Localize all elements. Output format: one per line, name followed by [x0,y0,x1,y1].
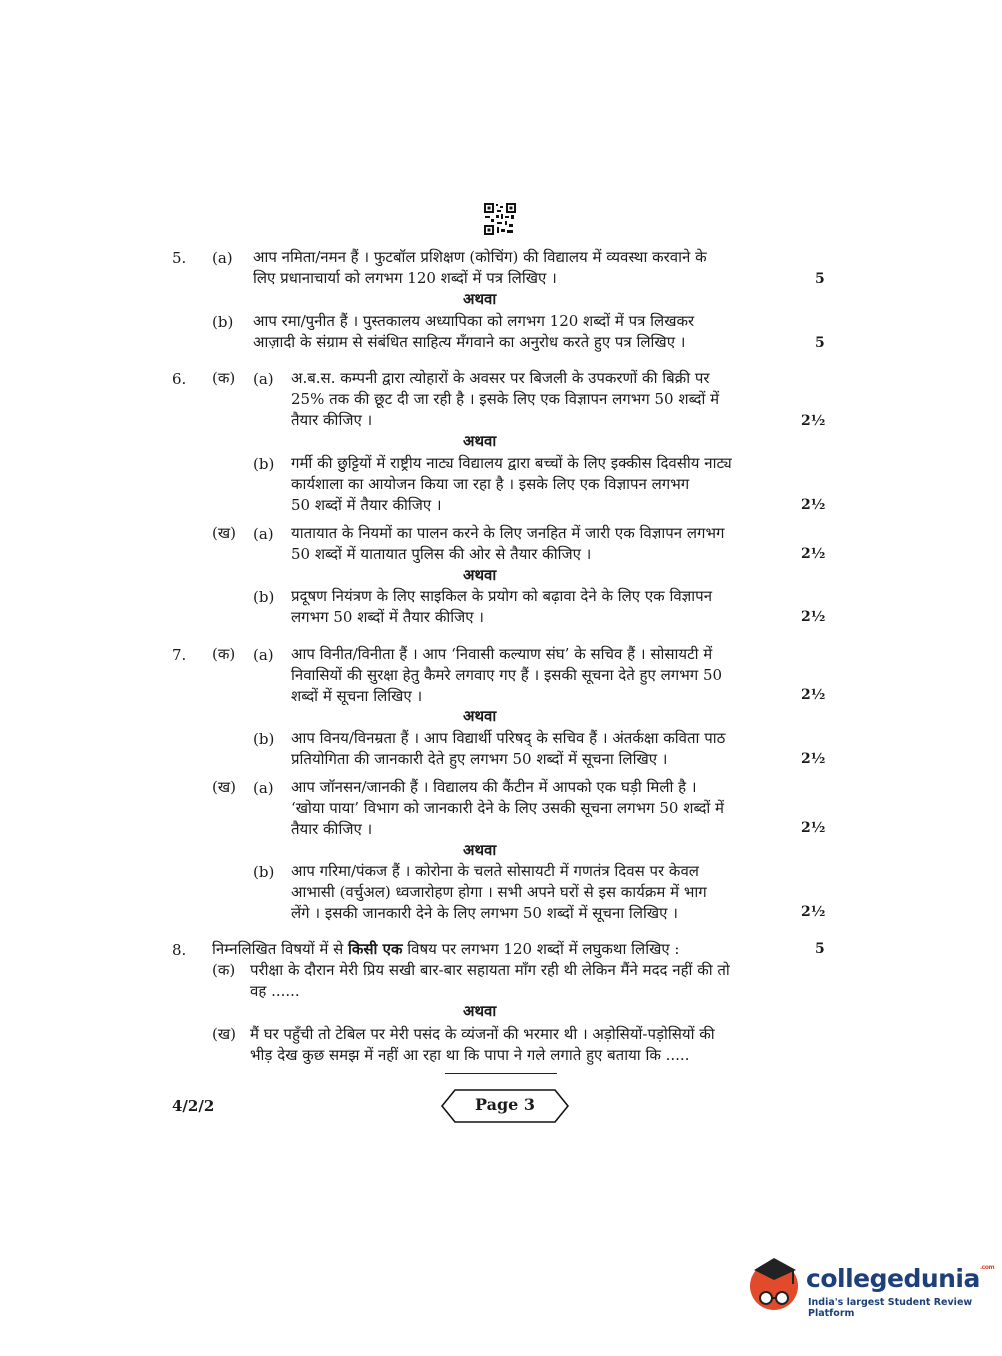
question-text: आप नमिता/नमन हैं । फुटबॉल प्रशिक्षण (कोचिंग) की विद्यालय में व्यवस्था करवाने के [253,248,707,266]
intro-emphasis: किसी एक [348,940,403,958]
question-number: 7. [172,646,187,664]
question-number: 6. [172,370,187,388]
or-separator: अथवा [463,290,497,308]
question-text: आप विनीत/विनीता हैं । आप ‘निवासी कल्याण संघ’ के सचिव हैं । सोसायटी में [291,645,713,663]
part-label: (a) [253,779,274,797]
marks: 5 [815,271,825,287]
question-number: 8. [172,941,187,959]
question-text: निवासियों की सुरक्षा हेतु कैमरे लगवाए गए हैं । इसकी सूचना देते हुए लगभग 50 [291,666,723,684]
part-label: (b) [253,455,275,473]
question-text: लिए प्रधानाचार्या को लगभग 120 शब्दों में पत्र लिखिए । [253,269,557,287]
or-separator: अथवा [463,432,497,450]
marks: 2½ [801,609,826,625]
intro-text: विषय पर लगभग 120 शब्दों में लघुकथा लिखिए : [402,940,680,958]
part-label: (b) [212,313,234,331]
question-text: प्रदूषण नियंत्रण के लिए साइकिल के प्रयोग को बढ़ावा देने के लिए एक विज्ञापन [291,587,713,605]
intro-text: निम्नलिखित विषयों में से [212,940,349,958]
marks: 2½ [801,687,826,703]
part-label: (a) [212,249,233,267]
question-text: लेंगे । इसकी जानकारी देने के लिए लगभग 50 शब्दों में सूचना लिखिए । [291,904,678,922]
marks: 2½ [801,751,826,767]
or-separator: अथवा [463,566,497,584]
marks: 2½ [801,546,826,562]
question-text: गर्मी की छुट्टियों में राष्ट्रीय नाट्य विद्यालय द्वारा बच्चों के लिए इक्कीस दिवसीय नाट्य [291,454,732,472]
marks: 2½ [801,497,826,513]
marks: 5 [815,941,825,957]
question-text: आप विनय/विनम्रता हैं । आप विद्यार्थी परिषद् के सचिव हैं । अंतर्कक्षा कविता पाठ [291,729,726,747]
question-text [212,939,679,960]
question-number: 5. [172,249,187,267]
qr-code-icon [483,202,517,236]
question-text: मैं घर पहुँची तो टेबिल पर मेरी पसंद के व्यंजनों की भरमार थी । अड़ोसियों-पड़ोसियों की [250,1025,715,1043]
or-separator: अथवा [463,1002,497,1020]
paper-code: 4/2/2 [172,1097,215,1115]
page-number: Page 3 [474,1095,536,1114]
marks: 2½ [801,820,826,836]
part-label: (a) [253,370,274,388]
part-label: (a) [253,525,274,543]
brand-suffix: .com [979,1264,995,1271]
brand-name-text: collegedunia [806,1264,980,1293]
question-text: भीड़ देख कुछ समझ में नहीं आ रहा था कि पापा ने गले लगाते हुए बताया कि ..... [250,1046,690,1064]
question-text: तैयार कीजिए । [291,820,373,838]
brand-name [806,1264,994,1293]
question-text: यातायात के नियमों का पालन करने के लिए जनहित में जारी एक विज्ञापन लगभग [291,524,725,542]
divider [445,1073,557,1074]
part-label: (b) [253,588,275,606]
section-label: (ख) [212,524,236,542]
section-label: (ख) [212,778,236,796]
section-label: (क) [212,645,236,663]
question-text: शब्दों में सूचना लिखिए । [291,687,423,705]
question-text: आभासी (वर्चुअल) ध्वजारोहण होगा । सभी अपने घरों से इस कार्यक्रम में भाग [291,883,707,901]
marks: 2½ [801,904,826,920]
question-text: अ.ब.स. कम्पनी द्वारा त्योहारों के अवसर पर बिजली के उपकरणों की बिक्री पर [291,369,710,387]
question-text: ‘खोया पाया’ विभाग को जानकारी देने के लिए उसकी सूचना लगभग 50 शब्दों में [291,799,725,817]
question-text: तैयार कीजिए । [291,411,373,429]
part-label: (b) [253,730,275,748]
part-label: (a) [253,646,274,664]
section-label: (क) [212,961,236,979]
marks: 2½ [801,413,826,429]
marks: 5 [815,335,825,351]
question-text: आप गरिमा/पंकज हैं । कोरोना के चलते सोसायटी में गणतंत्र दिवस पर केवल [291,862,699,880]
question-text: आप रमा/पुनीत हैं । पुस्तकालय अध्यापिका को लगभग 120 शब्दों में पत्र लिखकर [253,312,695,330]
question-text: प्रतियोगिता की जानकारी देते हुए लगभग 50 शब्दों में सूचना लिखिए । [291,750,668,768]
question-text: परीक्षा के दौरान मेरी प्रिय सखी बार-बार सहायता माँग रही थी लेकिन मैंने मदद नहीं की तो [250,961,730,979]
question-text: 50 शब्दों में तैयार कीजिए । [291,496,442,514]
question-text: आप जॉनसन/जानकी हैं । विद्यालय की कैंटीन में आपको एक घड़ी मिली है । [291,778,697,796]
or-separator: अथवा [463,707,497,725]
question-text: 25% तक की छूट दी जा रही है । इसके लिए एक विज्ञापन लगभग 50 शब्दों में [291,390,720,408]
question-text: वह ...... [250,982,300,1000]
section-label: (क) [212,369,236,387]
question-text: कार्यशाला का आयोजन किया जा रहा है । इसके लिए एक विज्ञापन लगभग [291,475,690,493]
question-text: 50 शब्दों में यातायात पुलिस की ओर से तैयार कीजिए । [291,545,592,563]
section-label: (ख) [212,1025,236,1043]
question-text: आज़ादी के संग्राम से संबंधित साहित्य मँगवाने का अनुरोध करते हुए पत्र लिखिए । [253,333,686,351]
question-text: लगभग 50 शब्दों में तैयार कीजिए । [291,608,484,626]
or-separator: अथवा [463,841,497,859]
brand-tagline: India's largest Student Review Platform [808,1297,973,1319]
part-label: (b) [253,863,275,881]
